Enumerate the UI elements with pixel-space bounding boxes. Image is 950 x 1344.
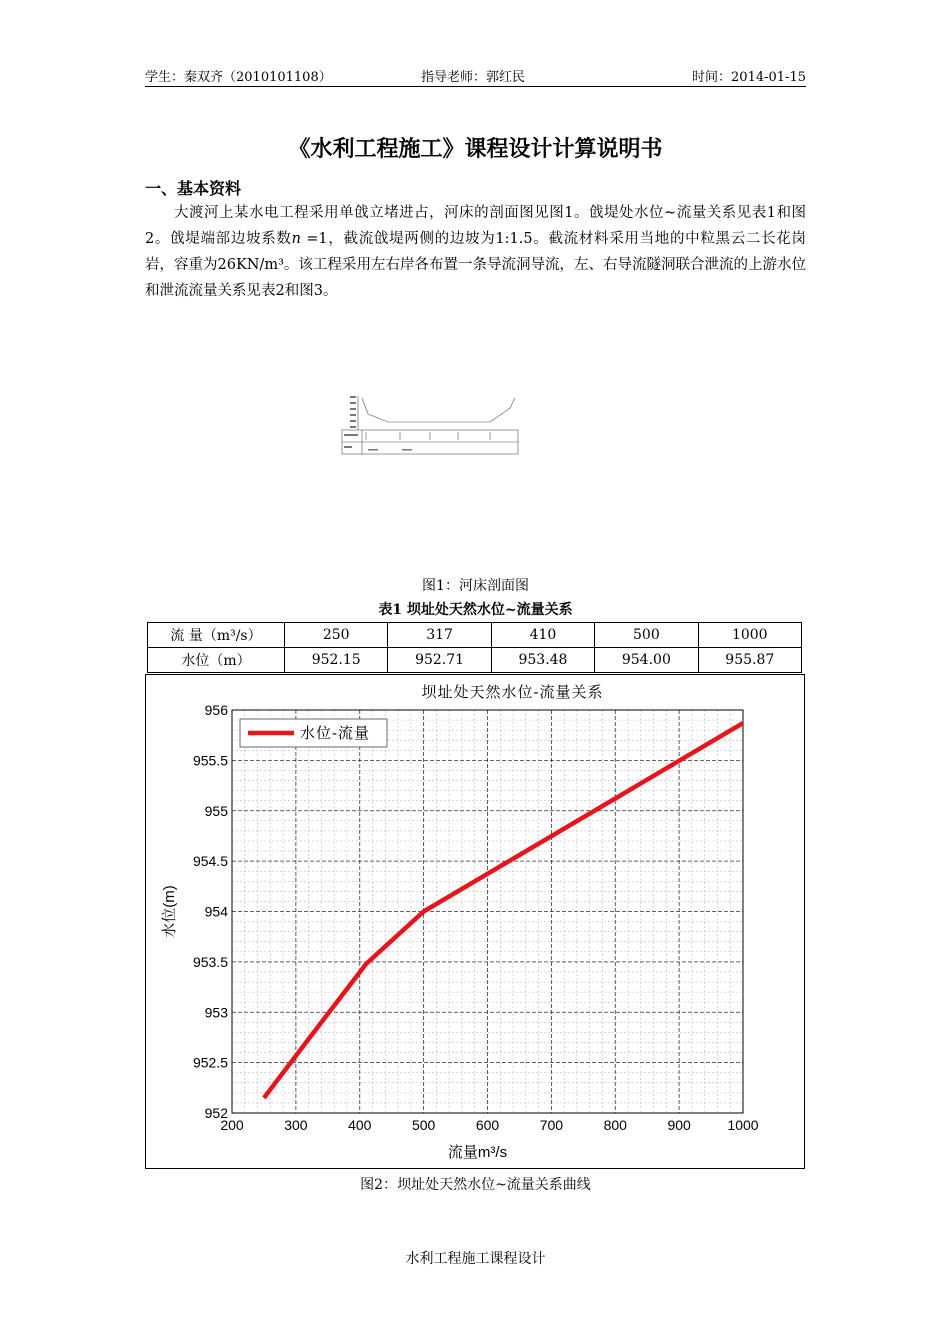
table-cell: 1000 bbox=[698, 623, 801, 648]
table-cell: 955.87 bbox=[698, 648, 801, 673]
y-tick-label: 955 bbox=[204, 802, 228, 819]
table-cell: 410 bbox=[491, 623, 594, 648]
river-section-figure bbox=[340, 392, 520, 456]
x-tick-label: 400 bbox=[348, 1117, 372, 1133]
page-header bbox=[145, 62, 806, 87]
basic-info-paragraph bbox=[145, 200, 806, 304]
x-tick-label: 500 bbox=[411, 1117, 436, 1133]
chart-title: 坝址处天然水位-流量关系 bbox=[421, 684, 604, 701]
stage-discharge-chart bbox=[145, 674, 805, 1169]
y-tick-label: 956 bbox=[204, 702, 228, 718]
table-row-label: 流 量（m³/s） bbox=[148, 623, 285, 648]
x-tick-label: 800 bbox=[603, 1117, 627, 1133]
table-cell: 500 bbox=[595, 623, 698, 648]
section-heading: 一、基本资料 bbox=[145, 179, 242, 198]
x-axis-label: 流量m³/s bbox=[447, 1144, 508, 1161]
paragraph-part-2: =1，截流戗堤两侧的边坡为1:1.5。截流材料采用当地的中粒黑云二长花岗岩，容重为26KN/m³。该工程采用左右岸各布置一条导流洞导流，左、右导流隧洞联合泄流的上游水位和泄流流量关系见表2和图3。 bbox=[145, 231, 806, 299]
table-cell: 317 bbox=[388, 623, 491, 648]
flow-table bbox=[147, 622, 802, 673]
series-line bbox=[264, 723, 743, 1098]
table-1-title: 表1 坝址处天然水位~流量关系 bbox=[378, 602, 573, 618]
y-tick-label: 955.5 bbox=[192, 752, 228, 769]
x-tick-label: 900 bbox=[667, 1117, 691, 1133]
chart-svg bbox=[146, 675, 804, 1168]
header-student: 学生：秦双齐（2010101108） bbox=[145, 70, 332, 85]
table-cell: 953.48 bbox=[491, 648, 594, 673]
paragraph-n-symbol: n bbox=[291, 231, 301, 247]
table-row bbox=[148, 623, 802, 648]
paragraph-part-1: 大渡河上某水电工程采用单戗立堵进占，河床的剖面图见图1。戗堤处水位~流量关系见表1和图2。戗堤端部边坡系数 bbox=[145, 205, 806, 247]
x-tick-label: 1000 bbox=[727, 1117, 759, 1133]
legend-label: 水位-流量 bbox=[300, 725, 370, 742]
document-title: 《水利工程施工》课程设计计算说明书 bbox=[288, 137, 663, 162]
table-cell: 952.15 bbox=[285, 648, 388, 673]
x-tick-label: 600 bbox=[475, 1117, 500, 1133]
y-tick-label: 952.5 bbox=[192, 1054, 228, 1071]
riverbed-profile-line bbox=[362, 398, 515, 422]
y-tick-label: 952 bbox=[204, 1105, 228, 1121]
x-tick-label: 200 bbox=[220, 1117, 244, 1133]
y-axis-label: 水位(m) bbox=[161, 885, 178, 938]
y-tick-label: 953.5 bbox=[192, 953, 228, 970]
table-row-label: 水位（m） bbox=[148, 648, 285, 673]
x-tick-label: 700 bbox=[539, 1117, 564, 1133]
figure-1-caption: 图1：河床剖面图 bbox=[422, 578, 529, 594]
table-row bbox=[148, 648, 802, 673]
y-tick-label: 954.5 bbox=[192, 853, 228, 870]
table-cell: 954.00 bbox=[595, 648, 698, 673]
header-time: 时间：2014-01-15 bbox=[692, 70, 806, 85]
y-tick-label: 954 bbox=[204, 903, 228, 920]
figure-2-caption: 图2：坝址处天然水位~流量关系曲线 bbox=[360, 1177, 591, 1193]
table-cell: 952.71 bbox=[388, 648, 491, 673]
table-cell: 250 bbox=[285, 623, 388, 648]
x-tick-label: 300 bbox=[284, 1117, 308, 1133]
header-teacher: 指导老师：郭红民 bbox=[421, 70, 526, 85]
page-footer: 水利工程施工课程设计 bbox=[405, 1251, 546, 1267]
y-tick-label: 953 bbox=[204, 1004, 228, 1021]
